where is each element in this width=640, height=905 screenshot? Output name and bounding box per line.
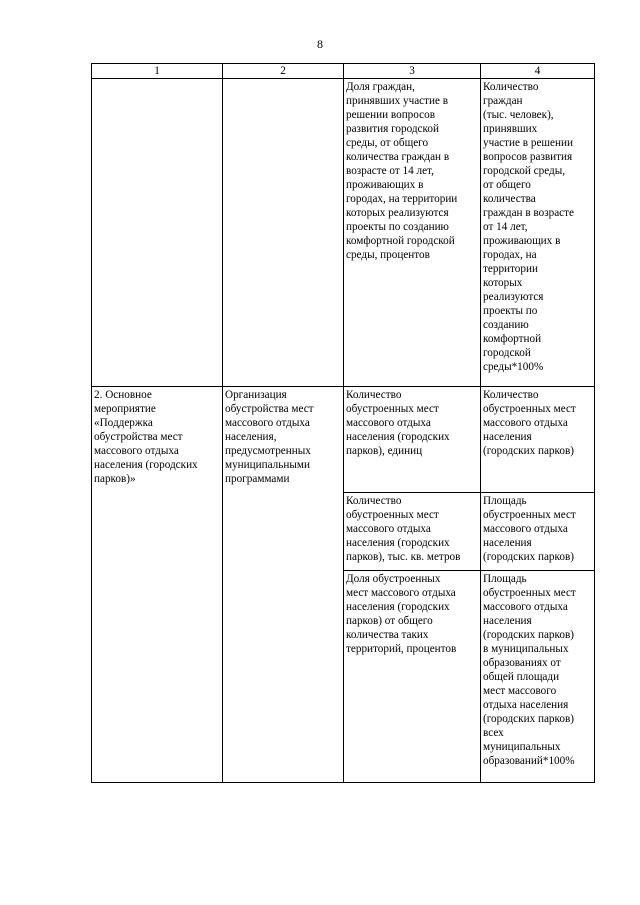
row3-formula-cell: [481, 493, 595, 571]
row1-indicator-cell: [344, 79, 481, 387]
indicators-table: [91, 63, 595, 783]
row1-indicator-text: Доля граждан, принявших участие в решении вопросов развития городской среды, от общего количества граждан в возрасте от 14 лет, проживающих в городах, на территории которых реализуются проекты по созданию комфортной городской среды, процентов: [346, 81, 458, 261]
column-header-4: 4: [481, 64, 595, 79]
row1-formula-cell: [481, 79, 595, 387]
row2-indicator-cell: [344, 387, 481, 493]
event-description-text: Организация обустройства мест массового отдыха населения, предусмотренных муниципальными программами: [225, 389, 314, 485]
event-name-text: 2. Основное мероприятие «Поддержка обустройства мест массового отдыха населения (городских парков)»: [94, 389, 198, 485]
row2-formula-text: Количество обустроенных мест массового отдыха населения (городских парков): [483, 389, 576, 457]
table-row: [92, 79, 595, 387]
row2-formula-cell: [481, 387, 595, 493]
column-header-1: 1: [92, 64, 223, 79]
row4-formula-cell: [481, 571, 595, 783]
event-description-cell: [223, 387, 344, 783]
row1-formula-text: Количество граждан (тыс. человек), принявших участие в решении вопросов развития городской среды, от общего количества граждан в возрасте от 14 лет, проживающих в городах, на территории которых реализуются проекты по созданию комфортной городской среды*100%: [483, 81, 574, 373]
page-number: 8: [317, 37, 323, 51]
row4-indicator-cell: [344, 571, 481, 783]
row1-col2-cell: [223, 79, 344, 387]
row3-formula-text: Площадь обустроенных мест массового отдыха населения (городских парков): [483, 495, 576, 563]
row3-indicator-cell: [344, 493, 481, 571]
row1-col1-cell: [92, 79, 223, 387]
table-header-row: [92, 64, 595, 79]
column-header-3: 3: [344, 64, 481, 79]
row2-indicator-text: Количество обустроенных мест массового отдыха населения (городских парков), единиц: [346, 389, 450, 457]
event-name-cell: [92, 387, 223, 783]
column-header-2: 2: [223, 64, 344, 79]
table-row: [92, 387, 595, 493]
row3-indicator-text: Количество обустроенных мест массового отдыха населения (городских парков), тыс. кв. метров: [346, 495, 461, 563]
row4-formula-text: Площадь обустроенных мест массового отдыха населения (городских парков) в муниципальных образованиях от общей площади мест массового отдыха населения (городских парков) всех муниципальных образований*100%: [483, 573, 576, 767]
row4-indicator-text: Доля обустроенных мест массового отдыха населения (городских парков) от общего количества таких территорий, процентов: [346, 573, 457, 655]
